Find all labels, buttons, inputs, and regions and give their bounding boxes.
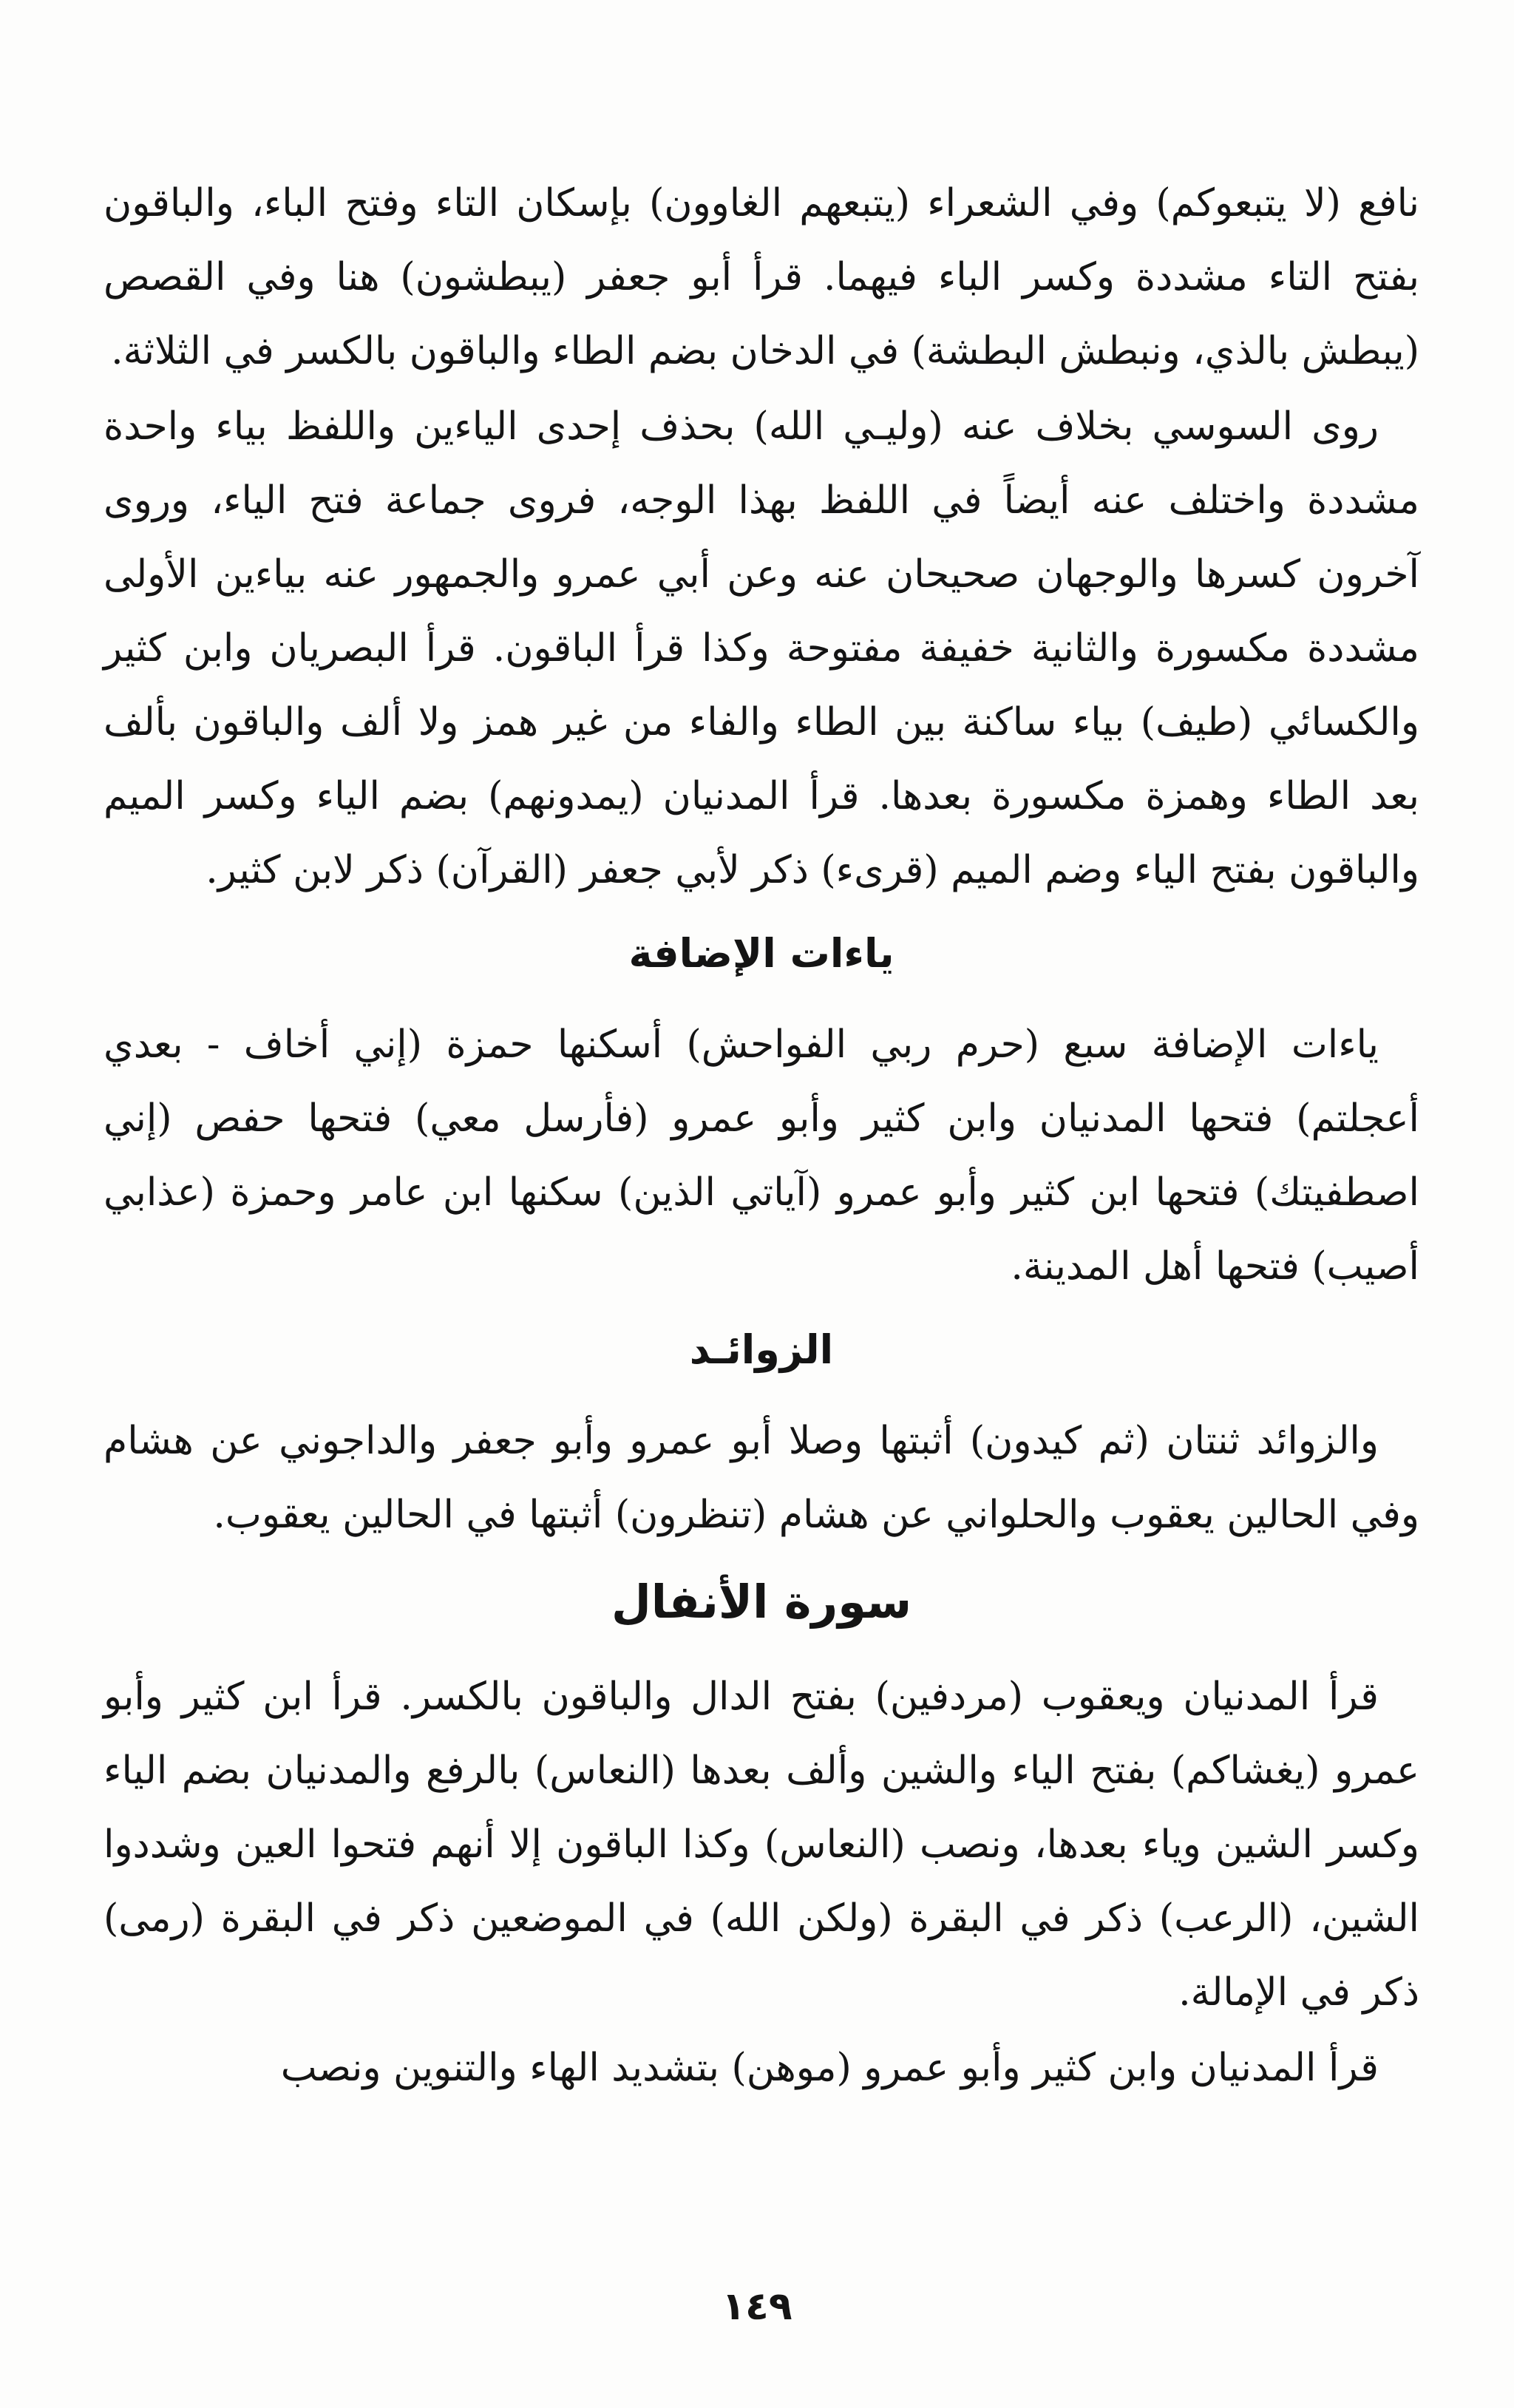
surah-title: سورة الأنفال xyxy=(611,1575,912,1629)
paragraph: ياءات الإضافة سبع (حرم ربي الفواحش) أسكنها حمزة (إني أخاف - بعدي أعجلتم) فتحها المدنيان وابن كثير وأبو عمرو (فأرسل معي) فتحها حفص (إني اصطفيتك) فتحها ابن كثير وأبو عمرو (آياتي الذين) سكنها ابن عامر وحمزة (عذابي أصيب) فتحها أهل المدينة. xyxy=(103,1022,1419,1289)
section-heading: ياءات الإضافة xyxy=(628,930,895,977)
page-number: ١٤٩ xyxy=(722,2285,792,2329)
page-body xyxy=(103,166,1419,2106)
section-heading: الزوائـد xyxy=(689,1326,834,1373)
paragraph: قرأ المدنيان ويعقوب (مردفين) بفتح الدال والباقون بالكسر. قرأ ابن كثير وأبو عمرو (يغشاكم) بفتح الياء والشين وألف بعدها (النعاس) بالرفع والمدنيان بضم الياء وكسر الشين وياء بعدها، ونصب (النعاس) وكذا الباقون إلا أنهم فتحوا العين وشددوا الشين، (الرعب) ذكر في البقرة (ولكن الله) في الموضعين ذكر في البقرة (رمى) ذكر في الإمالة. xyxy=(103,1675,1419,2015)
paragraph: والزوائد ثنتان (ثم كيدون) أثبتها وصلا أبو عمرو وأبو جعفر والداجوني عن هشام وفي الحالين يعقوب والحلواني عن هشام (تنظرون) أثبتها في الحالين يعقوب. xyxy=(103,1419,1419,1537)
paragraph: نافع (لا يتبعوكم) وفي الشعراء (يتبعهم الغاوون) بإسكان التاء وفتح الباء، والباقون بفتح التاء مشددة وكسر الباء فيهما. قرأ أبو جعفر (يبطشون) هنا وفي القصص (يبطش بالذي، ونبطش البطشة) في الدخان بضم الطاء والباقون بالكسر في الثلاثة. xyxy=(103,181,1419,373)
paragraph: قرأ المدنيان وابن كثير وأبو عمرو (موهن) بتشديد الهاء والتنوين ونصب xyxy=(280,2046,1379,2090)
paragraph: روى السوسي بخلاف عنه (وليـي الله) بحذف إحدى الياءين واللفظ بياء واحدة مشددة واختلف عنه أيضاً في اللفظ بهذا الوجه، فروى جماعة فتح الياء، وروى آخرون كسرها والوجهان صحيحان عنه وعن أبي عمرو والجمهور عنه بياءين الأولى مشددة مكسورة والثانية خفيفة مفتوحة وكذا قرأ الباقون. قرأ البصريان وابن كثير والكسائي (طيف) بياء ساكنة بين الطاء والفاء من غير همز ولا ألف والباقون بألف بعد الطاء وهمزة مكسورة بعدها. قرأ المدنيان (يمدونهم) بضم الياء وكسر الميم والباقون بفتح الياء وضم الميم (قرىء) ذكر لأبي جعفر (القرآن) ذكر لابن كثير. xyxy=(103,404,1419,892)
